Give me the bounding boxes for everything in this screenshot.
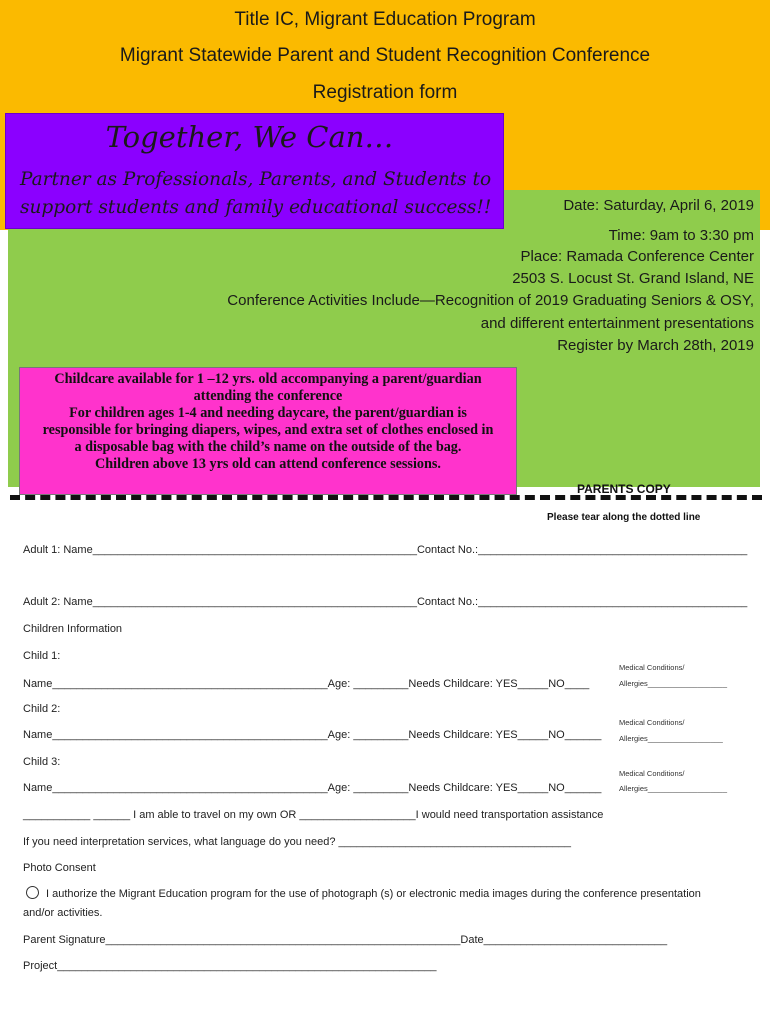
conference-title: Migrant Statewide Parent and Student Recognition Conference [119,45,651,66]
child2-label: Child 2: [23,703,61,715]
slogan-main: Together, We Can… [105,120,394,154]
child3-fields[interactable]: Name_____________________________________________Age: _________Needs Childcare: YES_____NO______ [23,782,602,794]
child2-allergies-field[interactable]: Allergies__________________ [619,734,723,743]
event-date: Date: Saturday, April 6, 2019 [563,197,754,214]
event-activities-1: Conference Activities Include—Recognition of 2019 Graduating Seniors & OSY, [227,292,754,309]
project-field[interactable]: Project______________________________________________________________ [23,960,437,972]
event-address: 2503 S. Locust St. Grand Island, NE [512,270,754,287]
slogan-line-2: support students and family educational success!! [20,197,492,218]
children-info-heading: Children Information [23,623,123,635]
consent-text-1: I authorize the Migrant Education program for the use of photograph (s) or electronic media images during the conference presentation [46,888,701,900]
child1-fields[interactable]: Name_____________________________________________Age: _________Needs Childcare: YES_____NO____ [23,678,590,690]
childcare-line-2: attending the conference [193,388,343,404]
child3-label: Child 3: [23,756,61,768]
childcare-line-1: Childcare available for 1 –12 yrs. old accompanying a parent/guardian [54,371,482,387]
slogan-line-1: Partner as Professionals, Parents, and Students to [20,169,492,190]
adult2-field[interactable]: Adult 2: Name_____________________________________________________Contact No.:____________________________________________ [23,596,748,608]
child2-medical-label: Medical Conditions/ [619,718,685,727]
consent-text-2: and/or activities. [23,907,103,919]
consent-radio[interactable] [26,886,39,899]
child2-fields[interactable]: Name_____________________________________________Age: _________Needs Childcare: YES_____NO______ [23,729,602,741]
child3-allergies-field[interactable]: Allergies___________________ [619,784,728,793]
adult1-field[interactable]: Adult 1: Name_____________________________________________________Contact No.:____________________________________________ [23,544,748,556]
interpretation-field[interactable]: If you need interpretation services, what language do you need? ______________________________________ [23,836,572,848]
event-time: Time: 9am to 3:30 pm [608,227,754,244]
register-deadline: Register by March 28th, 2019 [557,337,754,354]
childcare-line-3: For children ages 1-4 and needing daycare, the parent/guardian is [69,405,467,421]
signature-field[interactable]: Parent Signature__________________________________________________________Date______________________________ [23,934,668,946]
childcare-line-5: a disposable bag with the child’s name on the outside of the bag. [74,439,462,455]
child1-medical-label: Medical Conditions/ [619,663,685,672]
childcare-notice [19,367,517,495]
event-place: Place: Ramada Conference Center [520,248,754,265]
program-title: Title IC, Migrant Education Program [234,9,536,30]
tear-instruction: Please tear along the dotted line [547,512,701,523]
event-activities-2: and different entertainment presentations [480,315,754,332]
form-title: Registration form [312,82,458,103]
childcare-line-4: responsible for bringing diapers, wipes, and extra set of clothes enclosed in [42,422,494,438]
child1-allergies-field[interactable]: Allergies___________________ [619,679,728,688]
tear-line [10,495,762,500]
photo-consent-heading: Photo Consent [23,862,96,874]
travel-option[interactable]: ___________ ______ I am able to travel on my own OR ___________________I would need transportation assistance [23,809,604,821]
parents-copy-label: PARENTS COPY [577,482,671,496]
childcare-line-6: Children above 13 yrs old can attend conference sessions. [95,456,441,472]
child1-label: Child 1: [23,650,61,662]
child3-medical-label: Medical Conditions/ [619,769,685,778]
